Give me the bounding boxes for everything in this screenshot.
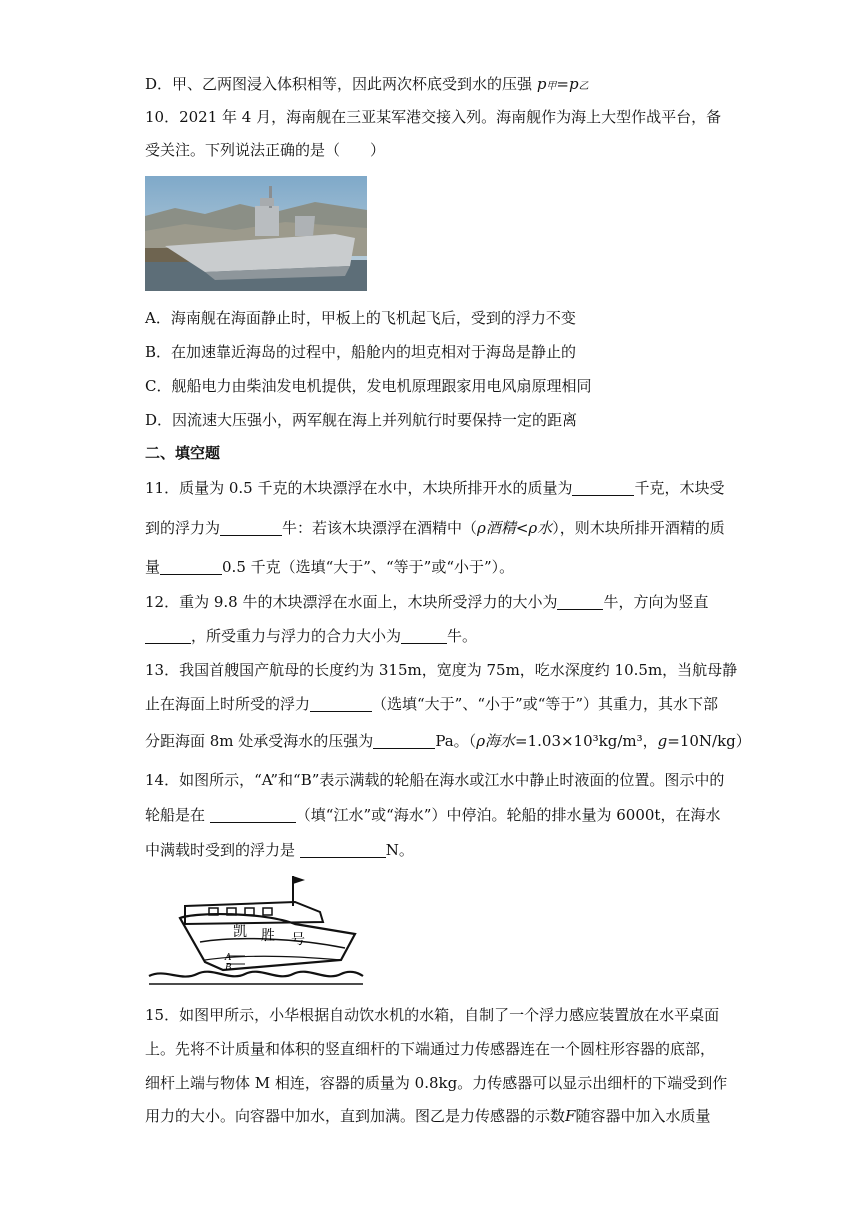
q11-line2: 到的浮力为 牛：若该木块漂浮在酒精中（ρ酒精<ρ水），则木块所排开酒精的质 bbox=[145, 519, 725, 537]
q13-line1: 13．我国首艘国产航母的长度约为 315m，宽度为 75m，吃水深度约 10.5m，当航母静 bbox=[145, 661, 738, 679]
answer-blank[interactable] bbox=[210, 806, 296, 823]
warship-photo bbox=[145, 176, 367, 291]
q10-option-c: C．舰船电力由柴油发电机提供，发电机原理跟家用电风扇原理相同 bbox=[145, 377, 592, 395]
q12-line2: ，所受重力与浮力的合力大小为 牛。 bbox=[145, 626, 477, 646]
q15-line2: 上。先将不计质量和体积的竖直细杆的下端通过力传感器连在一个圆柱形容器的底部， bbox=[145, 1040, 716, 1058]
answer-blank[interactable] bbox=[401, 627, 447, 644]
answer-blank[interactable] bbox=[310, 695, 372, 712]
answer-blank[interactable] bbox=[572, 479, 634, 496]
q9-option-d: D．甲、乙两图浸入体积相等，因此两次杯底受到水的压强 p甲=p乙 bbox=[145, 75, 589, 93]
waterline-mark-a: A bbox=[225, 953, 232, 963]
answer-blank[interactable] bbox=[300, 841, 386, 858]
q13-line2: 止在海面上时所受的浮力 （选填“大于”、“小于”或“等于”）其重力，其水下部 bbox=[145, 695, 719, 713]
ship-name-char: 号 bbox=[291, 932, 305, 948]
q14-line2: 轮船是在 （填“江水”或“海水”）中停泊。轮船的排水量为 6000t，在海水 bbox=[145, 806, 721, 824]
answer-blank[interactable] bbox=[373, 732, 435, 749]
ship-name-char: 凯 bbox=[233, 924, 247, 940]
answer-blank[interactable] bbox=[160, 558, 222, 575]
q12-line1: 12．重为 9.8 牛的木块漂浮在水面上，木块所受浮力的大小为 牛，方向为竖直 bbox=[145, 593, 709, 611]
q10-stem-line2: 受关注。下列说法正确的是（ ） bbox=[145, 141, 386, 159]
ship-name-char: 胜 bbox=[261, 928, 275, 944]
q15-line3: 细杆上端与物体 M 相连，容器的质量为 0.8kg。力传感器可以显示出细杆的下端受到作 bbox=[145, 1074, 728, 1092]
answer-blank[interactable] bbox=[220, 519, 282, 536]
q10-option-d: D．因流速大压强小，两军舰在海上并列航行时要保持一定的距离 bbox=[145, 411, 578, 429]
q14-line3: 中满载时受到的浮力是 N。 bbox=[145, 841, 414, 859]
q10-stem-line1: 10．2021 年 4 月，海南舰在三亚某军港交接入列。海南舰作为海上大型作战平台，备 bbox=[145, 108, 722, 126]
waterline-mark-b: B bbox=[225, 963, 232, 973]
q13-line3: 分距海面 8m 处承受海水的压强为 Pa。（ρ海水=1.03×10³kg/m³，g=10N/kg） bbox=[145, 732, 751, 750]
q15-line4: 用力的大小。向容器中加水，直到加满。图乙是力传感器的示数F随容器中加入水质量 bbox=[145, 1107, 711, 1125]
q10-option-b: B．在加速靠近海岛的过程中，船舱内的坦克相对于海岛是静止的 bbox=[145, 343, 577, 361]
answer-blank[interactable] bbox=[145, 627, 191, 644]
q15-line1: 15．如图甲所示，小华根据自动饮水机的水箱，自制了一个浮力感应装置放在水平桌面 bbox=[145, 1006, 720, 1024]
q14-line1: 14．如图所示，“A”和“B”表示满载的轮船在海水或江水中静止时液面的位置。图示中的 bbox=[145, 771, 725, 789]
q10-option-a: A．海南舰在海面静止时，甲板上的飞机起飞后，受到的浮力不变 bbox=[145, 309, 576, 327]
q11-line3: 量 0.5 千克（选填“大于”、“等于”或“小于”）。 bbox=[145, 558, 515, 576]
ship-diagram bbox=[145, 872, 367, 992]
answer-blank[interactable] bbox=[557, 593, 603, 610]
q11-line1: 11．质量为 0.5 千克的木块漂浮在水中，木块所排开水的质量为 千克，木块受 bbox=[145, 479, 725, 497]
section-heading: 二、填空题 bbox=[145, 444, 221, 462]
